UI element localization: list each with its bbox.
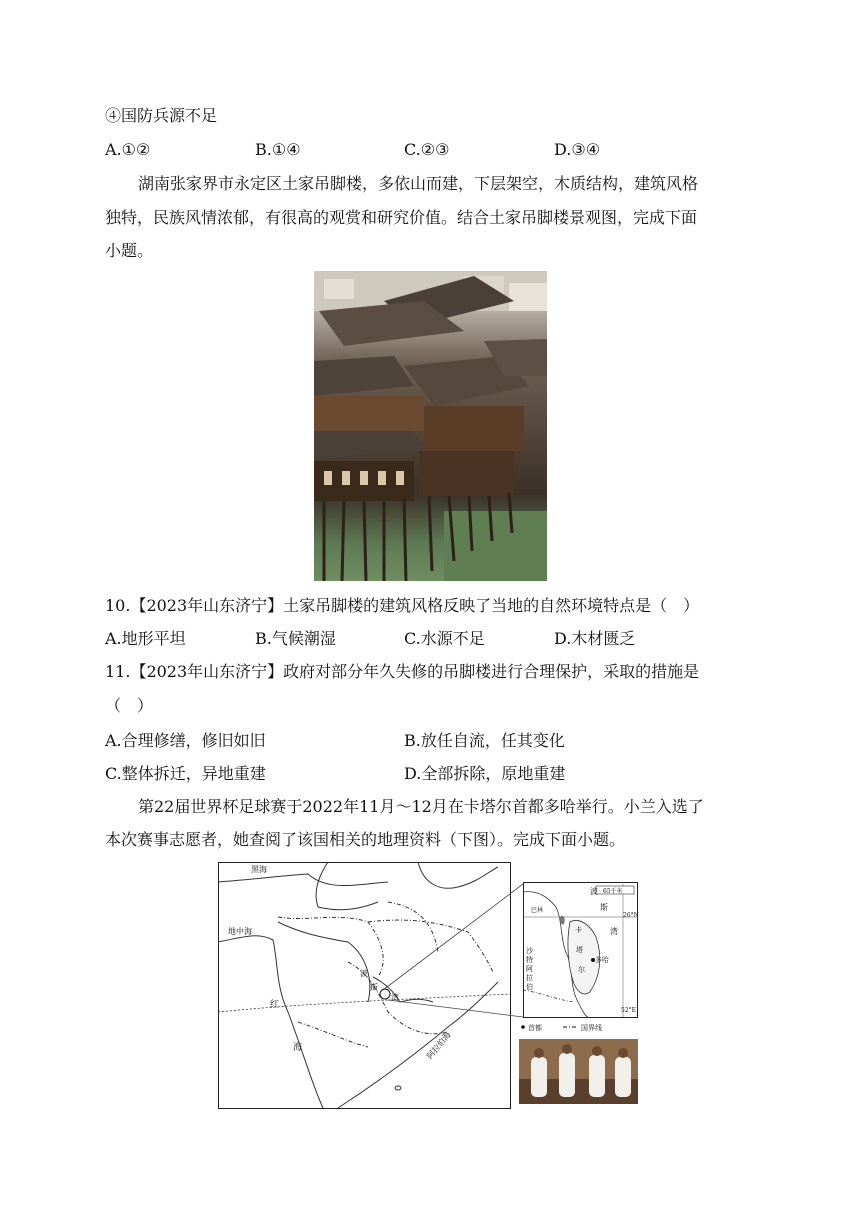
inset-scale-label: 65千米 — [603, 888, 623, 895]
q10-option-b: B.气候潮湿 — [255, 629, 336, 648]
intro2-line2: 本次赛事志愿者，她查阅了该国相关的地理资料（下图）。完成下面小题。 — [105, 830, 626, 849]
inset-label-ta: 塔 — [576, 946, 583, 954]
q10-option-c: C.水源不足 — [404, 629, 485, 648]
intro1-line2: 独特，民族风情浓郁，有很高的观赏和研究价值。结合土家吊脚楼景观图，完成下面 — [105, 208, 698, 227]
inset-label-er: 尔 — [578, 966, 585, 974]
q11-option-c: C.整体拆迁，异地重建 — [105, 764, 266, 783]
map-label-mediterranean: 地中海 — [228, 927, 252, 936]
q9-option-c: C.②③ — [404, 140, 450, 159]
q11-option-a: A.合理修缮，修旧如旧 — [105, 731, 266, 750]
legend-capital: 首都 — [528, 1024, 542, 1032]
q11-option-d: D.全部拆除，原地重建 — [404, 764, 566, 783]
inset-label-doha: 多哈 — [595, 956, 609, 964]
map-label-red: 红 — [270, 1000, 280, 1010]
inset-lat-label: 26°N — [623, 912, 639, 919]
inset-label-saudi: 沙特阿拉伯 — [526, 947, 533, 991]
map-label-bo: 波 — [360, 969, 368, 978]
map-label-si: 斯 — [370, 983, 378, 992]
volunteers-photo — [519, 1039, 638, 1104]
intro2-line1: 第22届世界杯足球赛于2022年11月～12月在卡塔尔首都多哈举行。小兰入选了 — [138, 797, 704, 816]
inset-label-wan: 湾 — [610, 927, 618, 936]
question-10: 10.【2023年山东济宁】土家吊脚楼的建筑风格反映了当地的自然环境特点是（ ） — [105, 596, 700, 615]
inset-label-bahrain: 巴林 — [531, 907, 544, 914]
inset-lon-label: 52°E — [621, 1007, 637, 1014]
option-line-4: ④国防兵源不足 — [105, 106, 218, 125]
q9-option-a: A.①② — [105, 140, 151, 159]
q10-option-d: D.木材匮乏 — [554, 629, 636, 648]
inset-label-bo: 波 — [590, 887, 598, 896]
legend-border: 国界线 — [581, 1024, 602, 1032]
inset-label-si: 斯 — [600, 903, 608, 912]
question-11-line1: 11.【2023年山东济宁】政府对部分年久失修的吊脚楼进行合理保护，采取的措施是 — [105, 662, 700, 681]
inset-label-ka: 卡 — [575, 926, 582, 934]
map-label-black-sea: 黑海 — [251, 865, 267, 874]
map-label-arabian-sea: 阿拉伯海 — [425, 1030, 453, 1061]
q10-option-a: A.地形平坦 — [105, 629, 186, 648]
q9-option-b: B.①④ — [255, 140, 301, 159]
intro1-line1: 湖南张家界市永定区土家吊脚楼，多依山而建，下层架空，木质结构，建筑风格 — [138, 174, 699, 193]
q11-option-b: B.放任自流，任其变化 — [404, 731, 565, 750]
map-label-wan: 湾 — [391, 993, 399, 1002]
stilt-house-photo — [314, 271, 547, 581]
intro1-line3: 小题。 — [105, 241, 154, 260]
q9-option-d: D.③④ — [554, 140, 601, 159]
map-label-sea: 海 — [293, 1043, 303, 1053]
question-11-line2: （ ） — [105, 696, 154, 715]
